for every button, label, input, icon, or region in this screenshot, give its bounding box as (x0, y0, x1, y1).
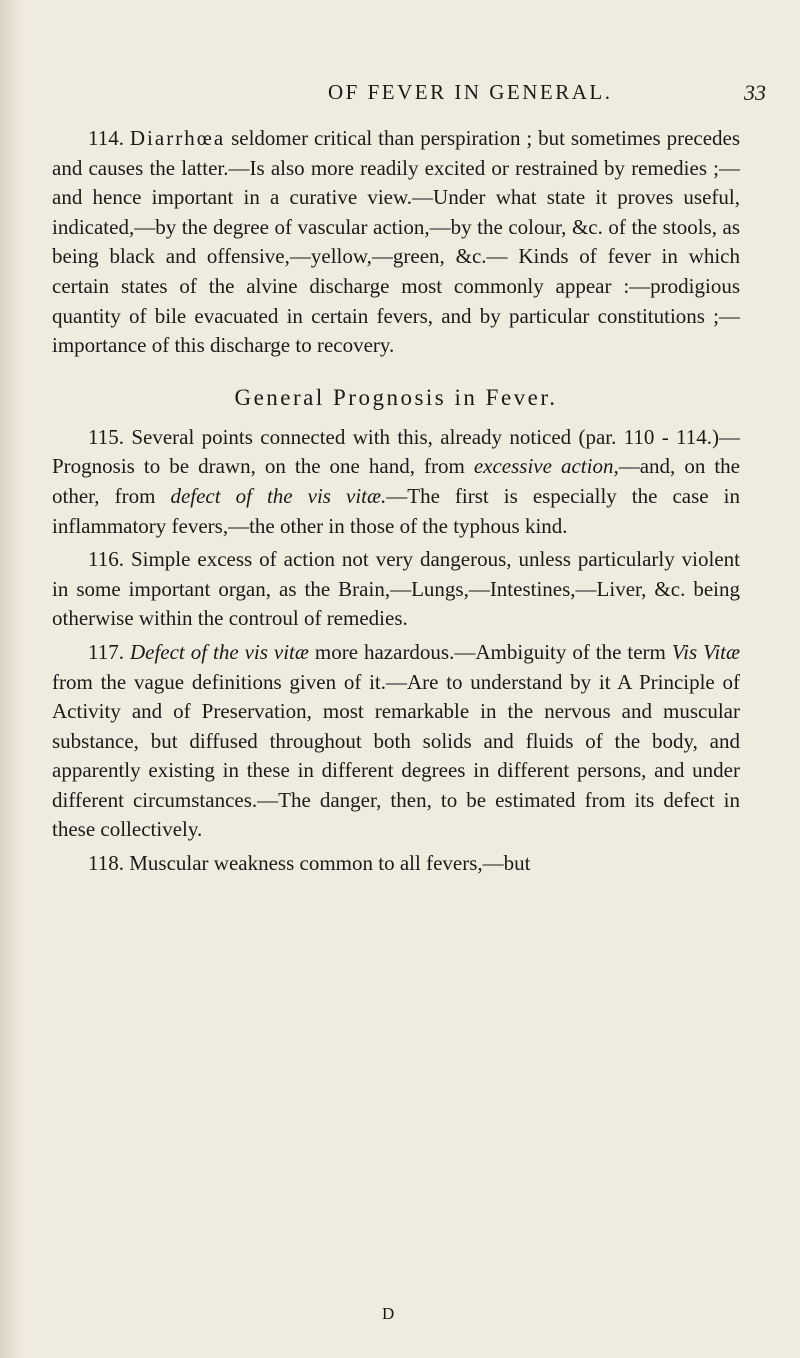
paragraph-115 (52, 423, 740, 541)
binding-shadow (0, 0, 22, 1358)
paragraph-number: 117. (88, 639, 124, 664)
running-head: OF FEVER IN GENERAL. (328, 80, 613, 104)
paragraph-text: Muscular weakness common to all fevers,—but (129, 851, 531, 876)
paragraph-116 (52, 545, 740, 634)
page-header (0, 80, 800, 114)
paragraph-number: 118. (88, 851, 124, 876)
paragraph-118 (52, 849, 740, 879)
paragraph-number: 114. (88, 126, 124, 150)
paragraph-text: Simple excess of action not very dangerous, unless particularly violent in some important organ, as the Brain,—Lungs,—Intestines,—Liver, &c. being otherwise within the controul of remedies. (52, 547, 741, 631)
paragraph-text: more hazardous.—Ambiguity of the term (314, 639, 666, 664)
emphasis-text: Defect of the vis vitæ (129, 639, 309, 664)
section-heading: General Prognosis in Fever. (234, 384, 558, 410)
paragraph-text: from the vague definitions given of it.—Are to understand by it A Principle of Activity and of Preservation, most remarkable in the nervous and muscular substance, but diffused throughout both solids and fluids of the body, and apparently existing in these in different degrees in different persons, and under different circumstances.—The danger, then, to be estimated from its defect in these collectively. (52, 669, 740, 842)
paragraph-text: seldomer critical than perspiration ; but sometimes precedes and causes the latter.—Is also more readily excited or restrained by remedies ;—and hence important in a curative view.—Under what state it proves useful, indicated,—by the degree of vascular action,—by the colour, &c. of the stools, as being black and offensive,—yellow,—green, &c.— Kinds of fever in which certain states of the alvine discharge most commonly appear :—prodigious quantity of bile evacuated in certain fevers, and by particular constitutions ;—importance of this discharge to recovery. (52, 126, 741, 358)
signature-mark: D (382, 1304, 396, 1323)
page-body (52, 124, 740, 879)
emphasis-text: defect of the vis vitæ. (170, 483, 387, 508)
paragraph-text: —and, on the other, from (52, 454, 740, 508)
paragraph-lead-term: Diarrhœa (129, 126, 226, 150)
paragraph-text: —The first is especially the case in inflammatory fevers,—the other in those of the typhous kind. (52, 483, 740, 538)
page-number: 33 (744, 80, 766, 105)
paragraph-number: 116. (88, 547, 124, 572)
emphasis-text: excessive action, (473, 454, 619, 479)
emphasis-text: Vis Vitæ (671, 639, 741, 664)
paragraph-number: 115. (88, 424, 124, 449)
paragraph-117 (52, 638, 740, 845)
paragraph-text: Several points connected with this, already noticed (par. 110 - 114.)—Prognosis to be drawn, on the one hand, from (52, 424, 741, 479)
paragraph-114 (52, 124, 740, 361)
